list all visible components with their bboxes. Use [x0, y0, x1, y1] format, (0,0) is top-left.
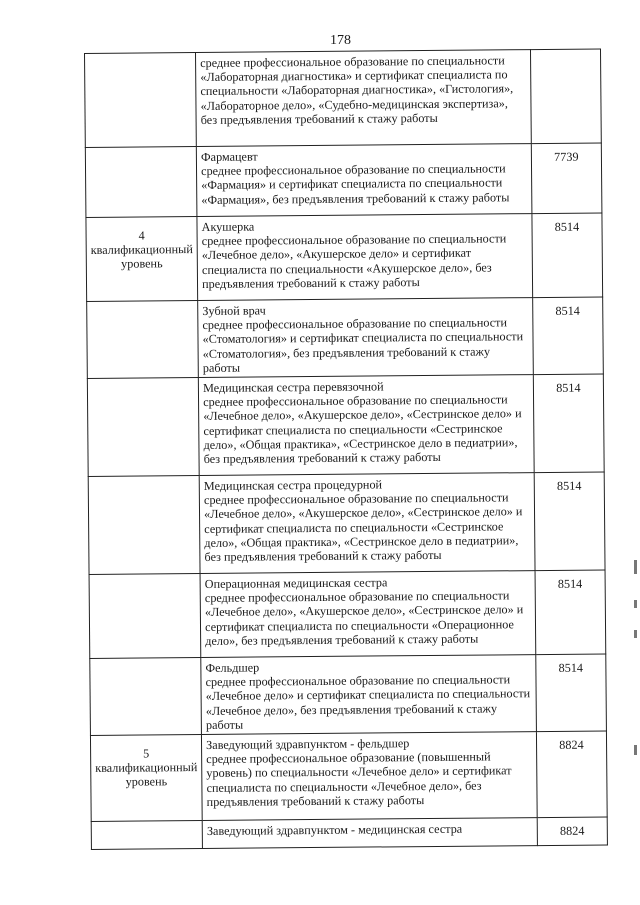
level-cell: [89, 574, 201, 659]
scan-edge-mark: [634, 630, 637, 638]
level-cell: [86, 217, 198, 302]
position-title: Заведующий здравпунктом - медицинская сестра: [206, 821, 463, 838]
position-requirement: среднее профессиональное образование по специальности «Лечебное дело», «Акушерское дело», «Сестринское дело» и сертификат специалиста по специальности «Сестринское дело», «Общая практика», «Сестринское дело в педиатрии», без предъявления требований к стажу работы: [203, 490, 523, 564]
position-cell: [197, 214, 532, 301]
position-title: Акушерка: [201, 219, 255, 234]
level-cell: [90, 735, 202, 822]
level-label: 5 квалификационный уровень: [95, 746, 198, 790]
position-requirement: среднее профессиональное образование по специальности «Лечебное дело», «Акушерское дело» и сертификат специалиста по специальности «Акушерское дело», без предъявления требований к стажу работы: [201, 231, 507, 291]
salary-cell: 8514: [532, 297, 603, 375]
level-cell: [91, 821, 202, 850]
salary-cell: [530, 49, 601, 144]
position-requirement: среднее профессиональное образование по специальности «Стоматология» и сертификат специалиста по специальности «Стоматология», без предъявления требований к стажу работы: [202, 315, 524, 375]
position-requirement: среднее профессиональное образование по специальности «Лечебное дело», «Акушерское дело», «Сестринское дело» и сертификат специалиста по специальности «Операционное дело», без предъявления требований к стажу работы: [204, 588, 524, 648]
table-row: [86, 213, 603, 301]
position-title: Зубной врач: [202, 303, 266, 318]
level-label: [94, 661, 196, 670]
position-cell: [201, 655, 536, 735]
position-cell: [202, 818, 537, 849]
table-row: [90, 731, 607, 821]
position-requirement: среднее профессиональное образование (повышенный уровень) по специальности «Лечебное дело» и сертификат специалиста по специальности «Лечебное дело», без предъявления требований к стажу работы: [206, 749, 512, 809]
level-label: [89, 56, 191, 65]
table-row: [88, 472, 605, 574]
level-cell: [85, 147, 197, 218]
level-cell: [87, 301, 199, 379]
level-label: [92, 381, 194, 390]
level-label: [91, 304, 193, 313]
table-row: [90, 654, 607, 736]
position-requirement: среднее профессиональное образование по специальности «Фармация» и сертификат специалиста по специальности «Фармация», без предъявления требований к стажу работы: [201, 161, 510, 207]
salary-cell: 7739: [531, 143, 602, 214]
position-title: Операционная медицинская сестра: [204, 575, 388, 591]
table-row: [85, 143, 602, 218]
table-row: [87, 297, 604, 379]
position-cell: [196, 144, 531, 217]
salary-cell: 8514: [532, 213, 603, 298]
position-cell: [202, 732, 537, 821]
salary-cell: 8514: [535, 570, 606, 655]
position-requirement: среднее профессиональное образование по специальности «Лечебное дело», «Акушерское дело», «Сестринское дело» и сертификат специалиста по специальности «Сестринское дело», «Общая практика», «Сестринское дело в педиатрии», без предъявления требований к стажу работы: [203, 392, 522, 467]
salary-cell: 8514: [536, 654, 607, 732]
position-title: Фармацевт: [200, 149, 258, 164]
level-cell: [85, 53, 197, 148]
position-cell: [198, 298, 533, 378]
level-label: [93, 479, 195, 488]
position-title: Медицинская сестра перевязочной: [202, 379, 384, 395]
qualification-salary-table: [84, 48, 608, 850]
salary-cell: 8824: [536, 731, 607, 818]
table-row: [87, 374, 604, 476]
position-cell: [196, 50, 532, 147]
position-cell: [200, 571, 535, 658]
scan-edge-mark: [634, 560, 637, 574]
salary-cell: 8824: [537, 817, 607, 846]
position-title: Заведующий здравпунктом - фельдшер: [206, 736, 410, 752]
level-label: [96, 824, 198, 833]
position-cell: [198, 375, 534, 476]
level-label: [90, 150, 192, 159]
level-cell: [90, 658, 202, 736]
scan-edge-mark: [634, 745, 637, 755]
position-title: Медицинская сестра процедурной: [203, 477, 383, 493]
table-row: [91, 817, 607, 850]
salary-cell: 8514: [533, 374, 604, 473]
page-number: 178: [330, 33, 351, 48]
salary-cell: 8514: [534, 472, 605, 571]
position-requirement: среднее профессиональное образование по специальности «Лечебное дело» и сертификат специалиста по специальности «Лечебное дело», без предъявления требований к стажу работы: [205, 672, 531, 732]
level-cell: [88, 476, 200, 575]
position-title: Фельдшер: [205, 660, 260, 675]
table-row: [89, 570, 606, 658]
position-requirement: среднее профессиональное образование по специальности «Лабораторная диагностика» и сертификат специалиста по специальности «Лабораторная диагностика», «Гистология», «Лабораторное дело», «Судебно-медицинская экспертиза», без предъявления требований к стажу работы: [200, 53, 514, 127]
level-label: [94, 577, 196, 586]
level-cell: [87, 378, 199, 477]
position-cell: [199, 473, 535, 574]
table-row: [85, 49, 602, 147]
level-label: 4 квалификационный уровень: [90, 228, 193, 272]
scan-edge-mark: [634, 600, 637, 608]
